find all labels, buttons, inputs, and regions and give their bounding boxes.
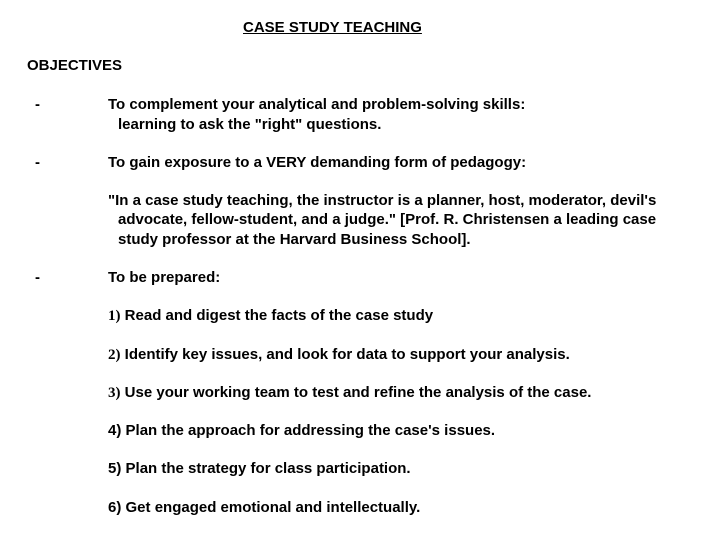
step-item <box>108 460 411 478</box>
step-text: Plan the approach for addressing the case's issues. <box>125 422 496 439</box>
step-number: 5) <box>108 460 122 477</box>
bullet-marker: - <box>35 96 40 113</box>
step-number: 4) <box>108 422 122 439</box>
step-item <box>108 307 433 325</box>
bullet-marker: - <box>35 269 40 286</box>
step-number: 1) <box>108 308 121 324</box>
objective-continuation: learning to ask the "right" questions. <box>118 116 382 133</box>
quote-line: "In a case study teaching, the instructor is a planner, host, moderator, devil's <box>108 192 657 209</box>
bullet-marker: - <box>35 154 40 171</box>
step-number: 2) <box>108 347 121 363</box>
objective-text: To be prepared: <box>108 269 221 286</box>
objective-text: To complement your analytical and problem-solving skills: <box>108 96 526 113</box>
slide-title: CASE STUDY TEACHING <box>243 19 422 36</box>
section-heading: OBJECTIVES <box>27 57 123 74</box>
step-item <box>108 384 591 402</box>
step-item <box>108 346 570 364</box>
step-text: Read and digest the facts of the case study <box>124 307 434 324</box>
step-text: Get engaged emotional and intellectually. <box>125 499 421 516</box>
quote-line: advocate, fellow-student, and a judge." [Prof. R. Christensen a leading case <box>118 211 657 228</box>
step-item <box>108 499 420 517</box>
quote-line: study professor at the Harvard Business School]. <box>118 231 471 248</box>
step-item <box>108 422 495 440</box>
objective-text: To gain exposure to a VERY demanding form of pedagogy: <box>108 154 527 171</box>
step-text: Use your working team to test and refine the analysis of the case. <box>124 384 592 401</box>
step-number: 3) <box>108 385 121 401</box>
step-number: 6) <box>108 499 122 516</box>
step-text: Identify key issues, and look for data to support your analysis. <box>124 346 570 363</box>
step-text: Plan the strategy for class participation. <box>125 460 411 477</box>
